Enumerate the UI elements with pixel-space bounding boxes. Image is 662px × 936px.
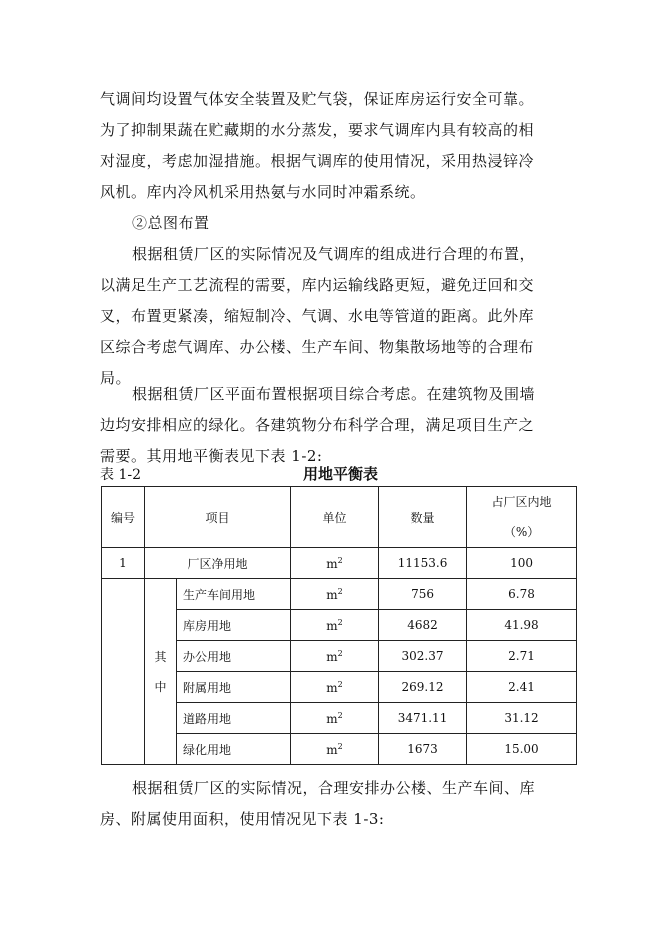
paragraph-storage-safety xyxy=(100,84,570,208)
text-line: 叉，布置更紧凑，缩短制冷、气调、水电等管道的距离。此外库 xyxy=(100,307,535,325)
cell-item: 道路用地 xyxy=(177,703,291,734)
group-label xyxy=(145,579,177,765)
text-line: 以满足生产工艺流程的需要，库内运输线路更短，避免迂回和交 xyxy=(100,276,535,294)
text-line: 需要。其用地平衡表见下表 1-2: xyxy=(100,447,323,465)
cell-qty: 1673 xyxy=(379,734,467,765)
unit-base: m xyxy=(326,587,338,602)
paragraph-layout xyxy=(100,239,570,394)
header-pct-line2: （%） xyxy=(503,525,540,539)
text-line: 对湿度，考虑加湿措施。根据气调库的使用情况，采用热浸锌冷 xyxy=(100,152,535,170)
header-qty: 数量 xyxy=(379,487,467,548)
unit-sup: 2 xyxy=(337,617,343,627)
header-item: 项目 xyxy=(145,487,291,548)
cell-qty: 302.37 xyxy=(379,641,467,672)
table-row xyxy=(102,548,577,579)
unit-sup: 2 xyxy=(337,648,343,658)
cell-no: 1 xyxy=(102,548,145,579)
header-no: 编号 xyxy=(102,487,145,548)
cell-qty: 756 xyxy=(379,579,467,610)
text-line: 为了抑制果蔬在贮藏期的水分蒸发，要求气调库内具有较高的相 xyxy=(100,121,535,139)
text-line: 根据租赁厂区的实际情况，合理安排办公楼、生产车间、库 xyxy=(132,779,536,797)
cell-pct: 6.78 xyxy=(467,579,577,610)
cell-unit xyxy=(291,703,379,734)
unit-sup: 2 xyxy=(337,586,343,596)
group-label-char: 其 xyxy=(154,649,167,664)
text-line: 区综合考虑气调库、办公楼、生产车间、物集散场地等的合理布 xyxy=(100,338,535,356)
cell-pct: 41.98 xyxy=(467,610,577,641)
table-label: 表 1-2 xyxy=(100,467,141,483)
cell-qty: 3471.11 xyxy=(379,703,467,734)
text-line: 根据租赁厂区平面布置根据项目综合考虑。在建筑物及围墙 xyxy=(132,385,536,403)
text-line: 气调间均设置气体安全装置及贮气袋，保证库房运行安全可靠。 xyxy=(100,90,535,108)
text-line: 根据租赁厂区的实际情况及气调库的组成进行合理的布置， xyxy=(132,245,536,263)
section-heading-text: ②总图布置 xyxy=(132,214,210,232)
paragraph-plan xyxy=(100,379,570,472)
cell-unit xyxy=(291,548,379,579)
cell-unit xyxy=(291,734,379,765)
unit-base: m xyxy=(326,556,338,571)
unit-sup: 2 xyxy=(337,710,343,720)
cell-pct: 31.12 xyxy=(467,703,577,734)
cell-unit xyxy=(291,672,379,703)
unit-sup: 2 xyxy=(337,679,343,689)
paragraph-usage xyxy=(100,773,570,835)
section-heading xyxy=(100,208,570,239)
cell-item: 生产车间用地 xyxy=(177,579,291,610)
cell-item: 办公用地 xyxy=(177,641,291,672)
table-title: 用地平衡表 xyxy=(303,465,379,483)
header-pct xyxy=(467,487,577,548)
unit-sup: 2 xyxy=(337,555,343,565)
land-balance-table xyxy=(101,486,577,765)
cell-item: 厂区净用地 xyxy=(145,548,291,579)
unit-base: m xyxy=(326,680,338,695)
text-line: 边均安排相应的绿化。各建筑物分布科学合理，满足项目生产之 xyxy=(100,416,535,434)
cell-pct: 100 xyxy=(467,548,577,579)
group-label-char: 中 xyxy=(154,679,167,694)
cell-qty: 11153.6 xyxy=(379,548,467,579)
unit-base: m xyxy=(326,618,338,633)
cell-item: 库房用地 xyxy=(177,610,291,641)
cell-item: 附属用地 xyxy=(177,672,291,703)
unit-base: m xyxy=(326,711,338,726)
cell-pct: 2.71 xyxy=(467,641,577,672)
cell-pct: 2.41 xyxy=(467,672,577,703)
cell-blank xyxy=(102,579,145,765)
cell-unit xyxy=(291,641,379,672)
cell-unit xyxy=(291,610,379,641)
header-pct-line1: 占厂区内地 xyxy=(491,495,552,509)
text-line: 风机。库内冷风机采用热氨与水同时冲霜系统。 xyxy=(100,183,426,201)
cell-unit xyxy=(291,579,379,610)
unit-base: m xyxy=(326,742,338,757)
table-header-row xyxy=(102,487,577,548)
text-line: 局。 xyxy=(100,369,132,387)
text-line: 房、附属使用面积，使用情况见下表 1-3: xyxy=(100,810,385,828)
cell-qty: 4682 xyxy=(379,610,467,641)
unit-base: m xyxy=(326,649,338,664)
cell-qty: 269.12 xyxy=(379,672,467,703)
header-unit: 单位 xyxy=(291,487,379,548)
cell-item: 绿化用地 xyxy=(177,734,291,765)
table-row xyxy=(102,579,577,610)
unit-sup: 2 xyxy=(337,741,343,751)
cell-pct: 15.00 xyxy=(467,734,577,765)
